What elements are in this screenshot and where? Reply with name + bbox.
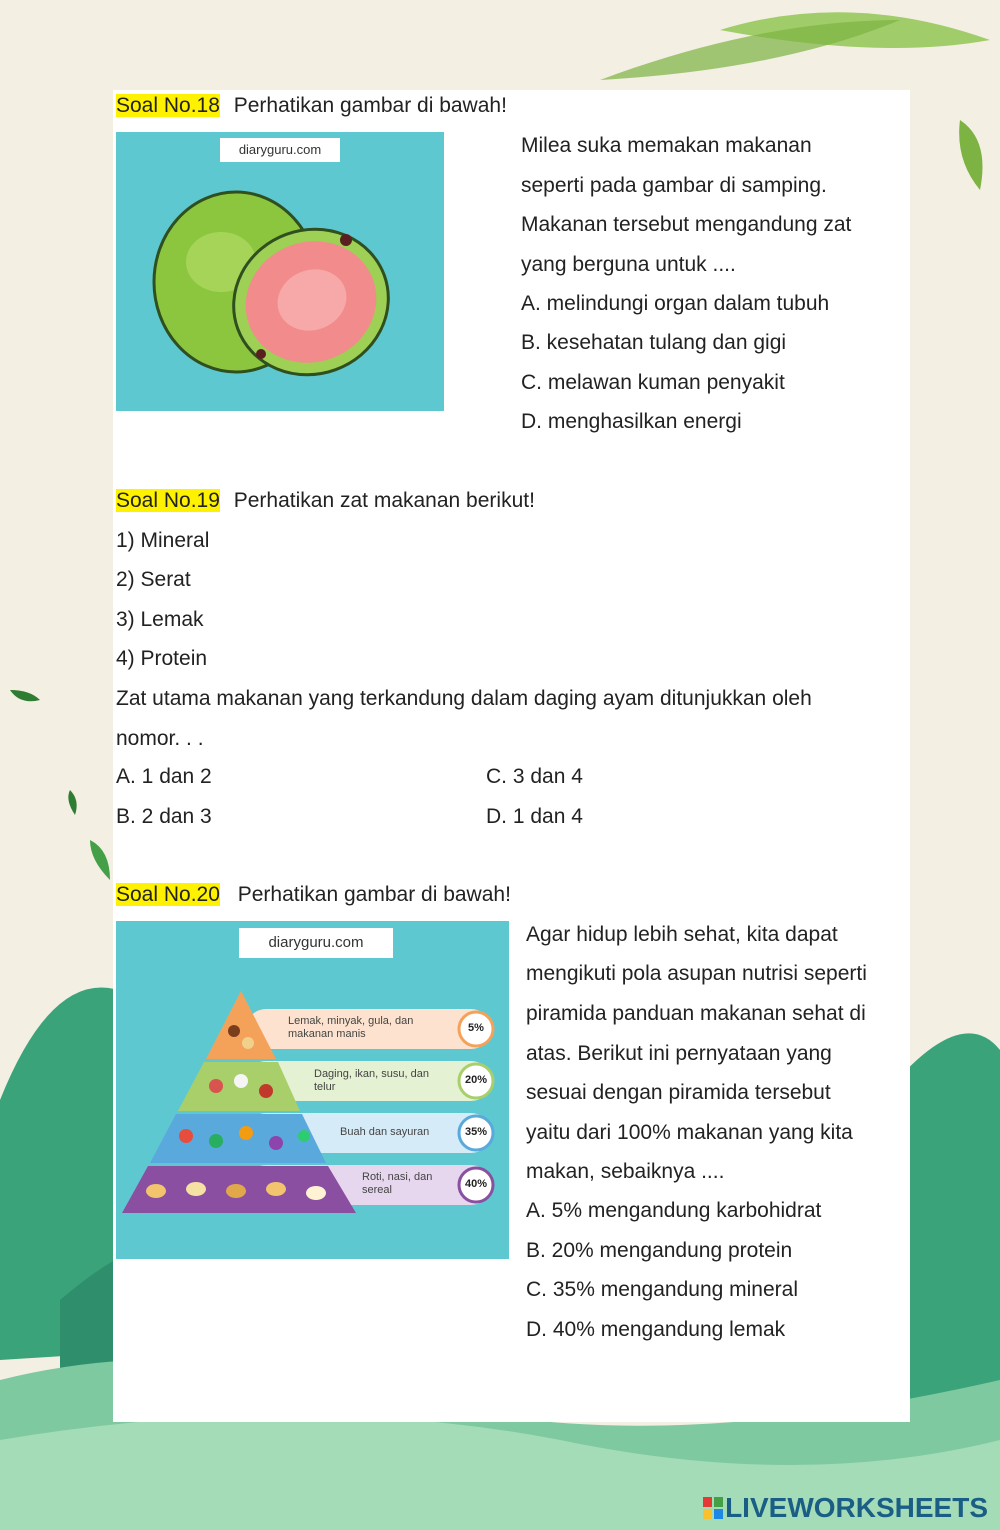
q18-instruction: Perhatikan gambar di bawah! [233,94,507,117]
q20-stem-2: mengikuti pola asupan nutrisi seperti [526,962,867,985]
q19-option-a[interactable]: A. 1 dan 2 [116,765,212,788]
q19-option-b[interactable]: B. 2 dan 3 [116,805,212,828]
q19-item-1: 1) Mineral [116,529,210,552]
q18-stem-4: yang berguna untuk .... [521,253,736,276]
liveworksheets-logo[interactable] [703,1492,988,1524]
pyramid-label-1b: makanan manis [288,1028,366,1040]
q19-stem-2: nomor. . . [116,727,204,750]
pyramid-percent-3: 35% [464,1126,488,1138]
q18-option-c[interactable]: C. melawan kuman penyakit [521,371,785,394]
q20-stem-4: atas. Berikut ini pernyataan yang [526,1042,832,1065]
pyramid-percent-1: 5% [468,1022,484,1034]
q20-stem-1: Agar hidup lebih sehat, kita dapat [526,923,838,946]
q20-food-pyramid-image [116,921,509,1259]
q19-stem-1: Zat utama makanan yang terkandung dalam daging ayam ditunjukkan oleh [116,687,812,710]
q20-option-c[interactable]: C. 35% mengandung mineral [526,1278,798,1301]
pyramid-label-4b: sereal [362,1184,392,1196]
q20-stem-7: makan, sebaiknya .... [526,1160,725,1183]
q19-item-4: 4) Protein [116,647,208,670]
q20-instruction: Perhatikan gambar di bawah! [237,883,511,906]
q20-stem-5: sesuai dengan piramida tersebut [526,1081,831,1104]
pyramid-label-4a: Roti, nasi, dan [362,1171,433,1183]
q19-item-2: 2) Serat [116,568,191,591]
liveworksheets-text: LIVEWORKSHEETS [725,1492,988,1523]
q18-stem-3: Makanan tersebut mengandung zat [521,213,852,236]
q19-option-c[interactable]: C. 3 dan 4 [486,765,583,788]
liveworksheets-icon [703,1497,723,1519]
q20-number: Soal No.20 [116,883,220,906]
q19-number: Soal No.19 [116,489,220,512]
food-pyramid-illustration [116,921,509,1259]
pyramid-label-3: Buah dan sayuran [340,1126,430,1138]
q20-option-d[interactable]: D. 40% mengandung lemak [526,1318,786,1341]
pyramid-label-2b: telur [314,1081,336,1093]
q19-item-3: 3) Lemak [116,608,204,631]
q20-option-b[interactable]: B. 20% mengandung protein [526,1239,793,1262]
q18-stem-2: seperti pada gambar di samping. [521,174,827,197]
guava-illustration [116,132,444,411]
q20-stem-3: piramida panduan makanan sehat di [526,1002,866,1025]
q19-option-d[interactable]: D. 1 dan 4 [486,805,583,828]
q20-option-a[interactable]: A. 5% mengandung karbohidrat [526,1199,822,1222]
q18-option-b[interactable]: B. kesehatan tulang dan gigi [521,331,787,354]
pyramid-label-2a: Daging, ikan, susu, dan [314,1068,429,1080]
q20-image-brand: diaryguru.com [239,928,393,958]
q18-guava-image [116,132,444,411]
pyramid-label-1a: Lemak, minyak, gula, dan [288,1015,414,1027]
q18-image-brand: diaryguru.com [220,138,340,162]
pyramid-percent-2: 20% [464,1074,488,1086]
q20-stem-6: yaitu dari 100% makanan yang kita [526,1121,853,1144]
q18-option-a[interactable]: A. melindungi organ dalam tubuh [521,292,830,315]
q19-instruction: Perhatikan zat makanan berikut! [233,489,535,512]
pyramid-percent-4: 40% [464,1178,488,1190]
q18-stem-1: Milea suka memakan makanan [521,134,812,157]
q18-number: Soal No.18 [116,94,220,117]
q18-option-d[interactable]: D. menghasilkan energi [521,410,742,433]
